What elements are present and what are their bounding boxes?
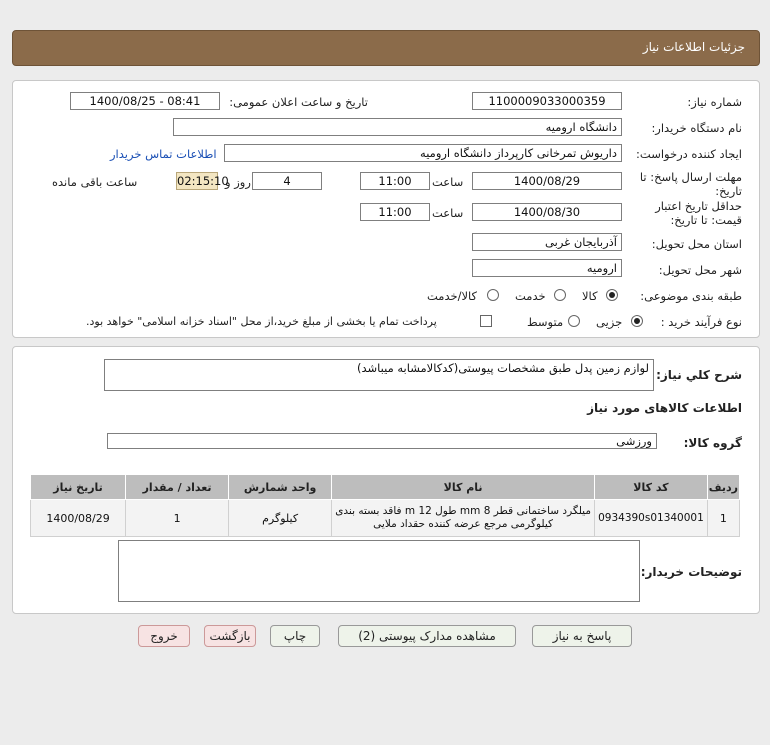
view-documents-button[interactable]: مشاهده مدارک پیوستی (2) <box>338 625 516 647</box>
cell-row: 1 <box>707 500 739 537</box>
validity-label: حداقل تاریخ اعتبار قیمت: تا تاریخ: <box>655 199 742 227</box>
payment-note: پرداخت تمام یا بخشی از مبلغ خرید،از محل "اسناد خزانه اسلامی" خواهد بود. <box>86 315 437 328</box>
page-header <box>12 30 760 66</box>
validity-time-label: ساعت <box>432 206 464 220</box>
deadline-time-field: 11:00 <box>360 172 430 190</box>
category-label: طبقه بندی موضوعی: <box>640 289 742 303</box>
treasury-checkbox[interactable] <box>480 315 492 327</box>
requester-label: ایجاد کننده درخواست: <box>636 147 742 161</box>
table-header-row <box>31 475 740 500</box>
announce-field: 1400/08/25 - 08:41 <box>70 92 220 110</box>
cell-date: 1400/08/29 <box>31 500 126 537</box>
process-minor-label: جزیی <box>596 315 623 329</box>
city-label: شهر محل تحویل: <box>658 263 742 277</box>
summary-label: شرح كلي نياز: <box>656 368 742 382</box>
deadline-time-label: ساعت <box>432 175 464 189</box>
goods-group-label: گروه کالا: <box>683 436 742 450</box>
announce-label: تاریخ و ساعت اعلان عمومی: <box>229 95 368 109</box>
category-goods-label: کالا <box>582 289 598 303</box>
process-label: نوع فرآیند خرید : <box>660 315 742 329</box>
col-name: نام کالا <box>332 475 595 500</box>
category-goods-service-label: کالا/خدمت <box>427 289 478 303</box>
back-button[interactable]: بازگشت <box>204 625 256 647</box>
requester-field: داریوش تمرخانی کارپرداز دانشگاه ارومیه <box>224 144 622 162</box>
remaining-label: ساعت باقی مانده <box>52 175 138 189</box>
cell-name: میلگرد ساختمانی قطر mm 8 طول m 12 فاقد بسته بندی کیلوگرمی مرجع عرضه کننده حقداد ملایی <box>332 500 595 537</box>
goods-section-title: اطلاعات کالاهای مورد نیاز <box>587 401 742 415</box>
category-radio-service[interactable] <box>554 289 566 301</box>
days-field: 4 <box>252 172 322 190</box>
exit-button[interactable]: خروج <box>138 625 190 647</box>
city-field: ارومیه <box>472 259 622 277</box>
buyer-org-label: نام دستگاه خریدار: <box>651 121 742 135</box>
col-row: ردیف <box>707 475 739 500</box>
summary-field: لوازم زمین پدل طبق مشخصات پیوستی(کدکالامشابه میباشد) <box>104 359 654 391</box>
need-number-field: 1100009033000359 <box>472 92 622 110</box>
buyer-notes-field <box>118 540 640 602</box>
category-radio-goods[interactable] <box>606 289 618 301</box>
col-date: تاریخ نیاز <box>31 475 126 500</box>
items-table <box>30 474 740 537</box>
buyer-org-field: دانشگاه ارومیه <box>173 118 622 136</box>
cell-unit: کیلوگرم <box>229 500 332 537</box>
deadline-date-field: 1400/08/29 <box>472 172 622 190</box>
process-radio-medium[interactable] <box>568 315 580 327</box>
days-label: روز و <box>225 175 251 189</box>
goods-group-field: ورزشی <box>107 433 657 449</box>
col-code: کد کالا <box>595 475 708 500</box>
cell-code: 0934390s01340001 <box>595 500 708 537</box>
deadline-label: مهلت ارسال پاسخ: تا تاریخ: <box>639 170 742 198</box>
cell-qty: 1 <box>126 500 229 537</box>
process-medium-label: متوسط <box>527 315 564 329</box>
table-row <box>31 500 740 537</box>
page-title: جزئیات اطلاعات نیاز <box>642 40 745 54</box>
buyer-notes-label: توضیحات خریدار: <box>640 565 742 579</box>
buyer-contact-link[interactable]: اطلاعات تماس خریدار <box>110 147 217 161</box>
validity-time-field: 11:00 <box>360 203 430 221</box>
reply-button[interactable]: پاسخ به نیاز <box>532 625 632 647</box>
print-button[interactable]: چاپ <box>270 625 320 647</box>
category-radio-goods-service[interactable] <box>487 289 499 301</box>
validity-date-field: 1400/08/30 <box>472 203 622 221</box>
need-number-label: شماره نیاز: <box>687 95 742 109</box>
col-unit: واحد شمارش <box>229 475 332 500</box>
process-radio-minor[interactable] <box>631 315 643 327</box>
province-label: استان محل تحویل: <box>651 237 742 251</box>
category-service-label: خدمت <box>515 289 546 303</box>
col-qty: تعداد / مقدار <box>126 475 229 500</box>
province-field: آذربایجان غربی <box>472 233 622 251</box>
remaining-time-field: 02:15:10 <box>177 174 229 188</box>
